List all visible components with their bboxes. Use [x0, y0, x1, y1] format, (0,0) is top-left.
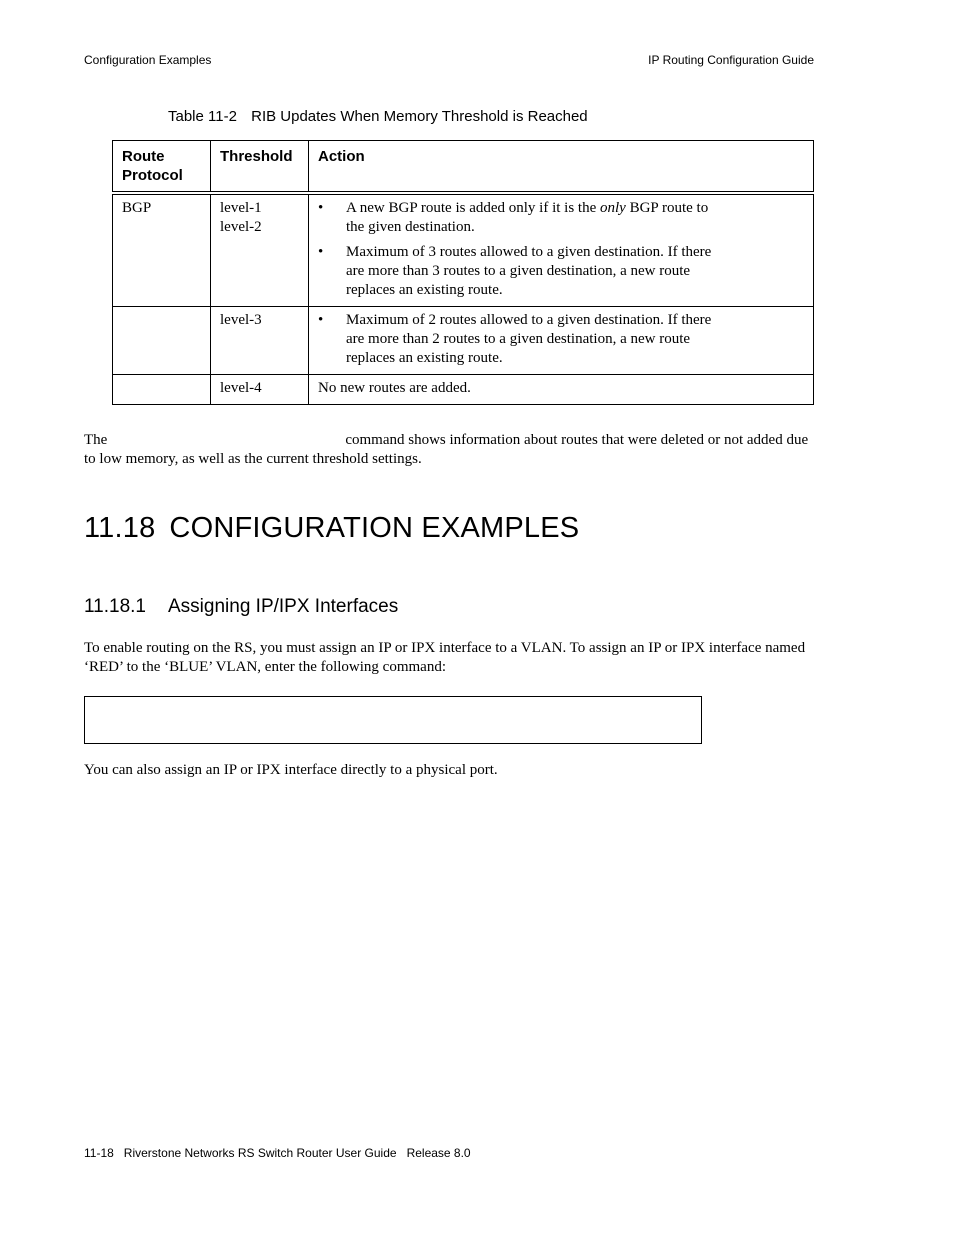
cell-action	[309, 193, 814, 307]
subsection-number: 11.18.1	[84, 596, 146, 617]
section-heading	[84, 512, 579, 545]
table-caption-number: Table 11-2	[168, 108, 237, 125]
action-bullet-list	[318, 199, 804, 300]
threshold-level-2: level-2	[220, 219, 262, 235]
cell-threshold: level-3	[211, 307, 309, 375]
action-bullet-list	[318, 311, 804, 368]
column-header-action: Action	[309, 141, 814, 194]
page-footer: 11-18 Riverstone Networks RS Switch Router User Guide Release 8.0	[84, 1146, 471, 1160]
threshold-level-1: level-1	[220, 200, 262, 216]
running-header-guide: IP Routing Configuration Guide	[648, 53, 814, 67]
section-title: CONFIGURATION EXAMPLES	[169, 512, 580, 544]
column-header-route-protocol: Route Protocol	[113, 141, 211, 194]
cell-threshold	[211, 193, 309, 307]
table-row	[113, 193, 814, 307]
paragraph-physical-port: You can also assign an IP or IPX interface directly to a physical port.	[84, 762, 498, 778]
section-number: 11.18	[84, 512, 156, 544]
cell-threshold: level-4	[211, 375, 309, 405]
cell-action	[309, 307, 814, 375]
rib-updates-table	[112, 140, 814, 405]
running-header-section: Configuration Examples	[84, 53, 212, 67]
table-row	[113, 307, 814, 375]
paragraph-command-info: The command shows information about routes that were deleted or not added due to low memory, as well as the current threshold settings.	[84, 432, 809, 467]
paragraph-enable-routing: To enable routing on the RS, you must assign an IP or IPX interface to a VLAN. To assign an IP or IPX interface named ‘RED’ to the ‘BLUE’ VLAN, enter the following command:	[84, 640, 806, 675]
table-header-row	[113, 141, 814, 194]
bullet-icon: •	[318, 312, 324, 328]
table-caption	[168, 108, 588, 125]
cell-action: No new routes are added.	[309, 375, 814, 405]
cell-protocol: BGP	[113, 193, 211, 307]
bullet-icon: •	[318, 200, 324, 216]
action-bullet: • Maximum of 3 routes allowed to a given destination. If there are more than 3 routes to a given destination, a new route replaces an existing route.	[318, 244, 712, 298]
bullet-icon: •	[318, 244, 324, 260]
column-header-threshold: Threshold	[211, 141, 309, 194]
cell-protocol	[113, 307, 211, 375]
action-bullet: • A new BGP route is added only if it is the only BGP route to the given destination.	[318, 200, 709, 235]
subsection-title: Assigning IP/IPX Interfaces	[168, 596, 399, 617]
command-box	[84, 696, 702, 744]
cell-protocol	[113, 375, 211, 405]
subsection-heading	[84, 596, 398, 618]
table-row	[113, 375, 814, 405]
table-caption-title: RIB Updates When Memory Threshold is Reached	[251, 108, 588, 125]
action-bullet: • Maximum of 2 routes allowed to a given destination. If there are more than 2 routes to a given destination, a new route replaces an existing route.	[318, 312, 712, 366]
emphasis-only: only	[600, 200, 626, 216]
